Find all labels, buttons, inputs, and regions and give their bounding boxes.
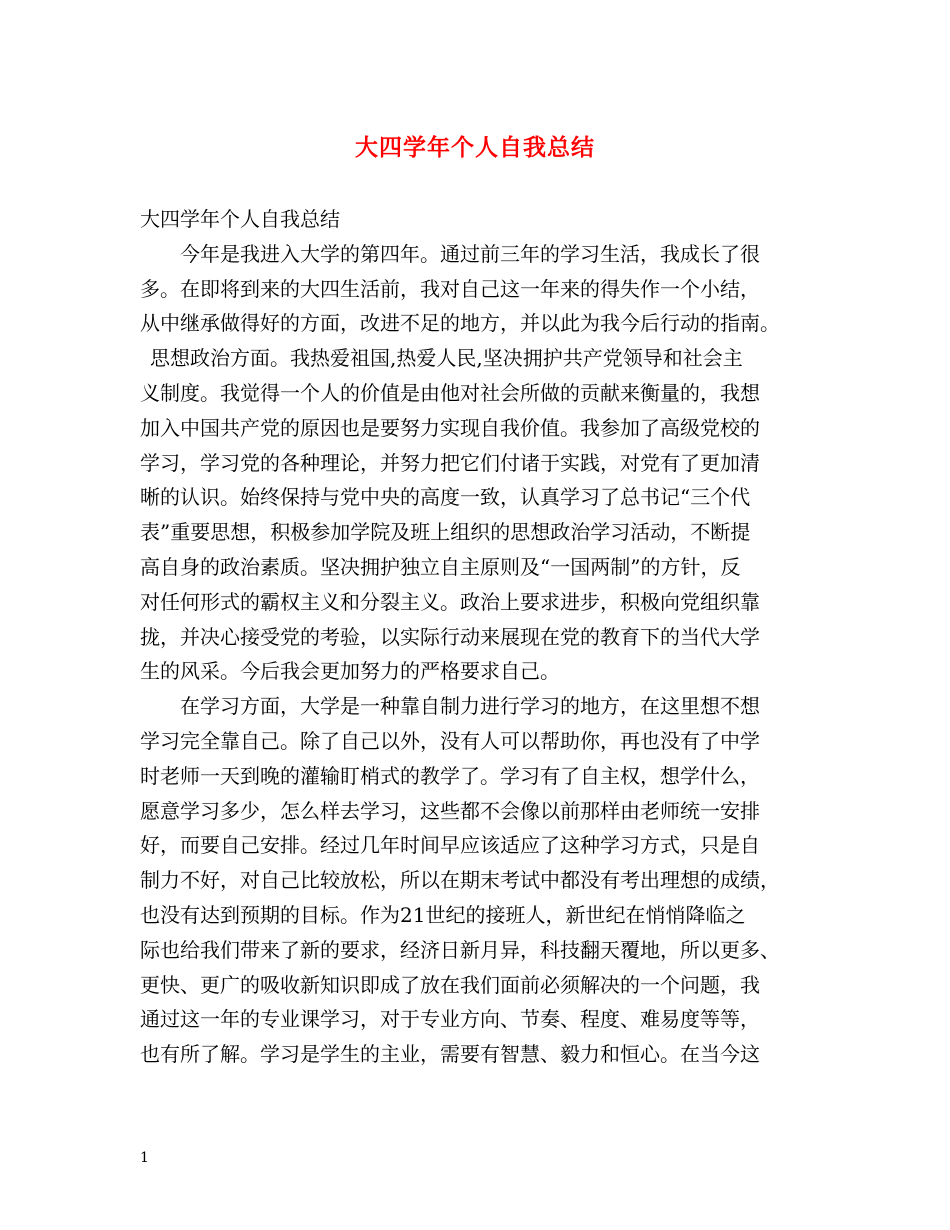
document-body — [140, 202, 820, 1072]
body-line: 大四学年个人自我总结 — [140, 207, 340, 231]
body-line: 从中继承做得好的方面，改进不足的地方，并以此为我今后行动的指南。 — [140, 311, 780, 336]
body-line: 好，而要自己安排。经过几年时间早应该适应了这种学习方式，只是自 — [140, 833, 760, 858]
body-line: 晰的认识。始终保持与党中央的高度一致，认真学习了总书记“三个代 — [140, 485, 751, 510]
body-line: 义制度。我觉得一个人的价值是由他对社会所做的贡献来衡量的，我想 — [140, 380, 760, 405]
document-title: 大四学年个人自我总结 — [355, 134, 595, 161]
body-line: 更快、更广的吸收新知识即成了放在我们面前必须解决的一个问题，我 — [140, 972, 760, 997]
body-line: 多。在即将到来的大四生活前，我对自己这一年来的得失作一个小结， — [140, 276, 760, 301]
body-line: 今年是我进入大学的第四年。通过前三年的学习生活，我成长了很 — [180, 241, 760, 266]
body-line: 时老师一天到晚的灌输盯梢式的教学了。学习有了自主权，想学什么， — [140, 763, 760, 788]
body-line: 学习，学习党的各种理论，并努力把它们付诸于实践，对党有了更加清 — [140, 450, 760, 475]
body-line: 通过这一年的专业课学习，对于专业方向、节奏、程度、难易度等等， — [140, 1007, 760, 1032]
body-line: 在学习方面，大学是一种靠自制力进行学习的地方，在这里想不想 — [180, 694, 760, 719]
page-number: 1 — [140, 1150, 149, 1166]
body-line: 拢，并决心接受党的考验，以实际行动来展现在党的教育下的当代大学 — [140, 624, 760, 649]
body-line: 表”重要思想，积极参加学院及班上组织的思想政治学习活动，不断提 — [140, 520, 751, 545]
body-line: 际也给我们带来了新的要求，经济日新月异，科技翻天覆地，所以更多、 — [140, 937, 780, 962]
body-line: 学习完全靠自己。除了自己以外，没有人可以帮助你，再也没有了中学 — [140, 728, 760, 753]
body-line: 制力不好，对自己比较放松，所以在期末考试中都没有考出理想的成绩， — [140, 868, 780, 893]
body-line: 高自身的政治素质。坚决拥护独立自主原则及“一国两制”的方针，反 — [140, 554, 741, 579]
body-line: 也没有达到预期的目标。作为21世纪的接班人，新世纪在悄悄降临之 — [140, 902, 746, 927]
body-line: 思想政治方面。我热爱祖国,热爱人民,坚决拥护共产党领导和社会主 — [150, 346, 743, 371]
body-line: 愿意学习多少，怎么样去学习，这些都不会像以前那样由老师统一安排 — [140, 798, 760, 823]
body-line: 对任何形式的霸权主义和分裂主义。政治上要求进步，积极向党组织靠 — [140, 589, 760, 614]
body-line: 也有所了解。学习是学生的主业，需要有智慧、毅力和恒心。在当今这 — [140, 1042, 760, 1067]
body-line: 生的风采。今后我会更加努力的严格要求自己。 — [140, 659, 560, 684]
body-line: 加入中国共产党的原因也是要努力实现自我价值。我参加了高级党校的 — [140, 415, 760, 440]
